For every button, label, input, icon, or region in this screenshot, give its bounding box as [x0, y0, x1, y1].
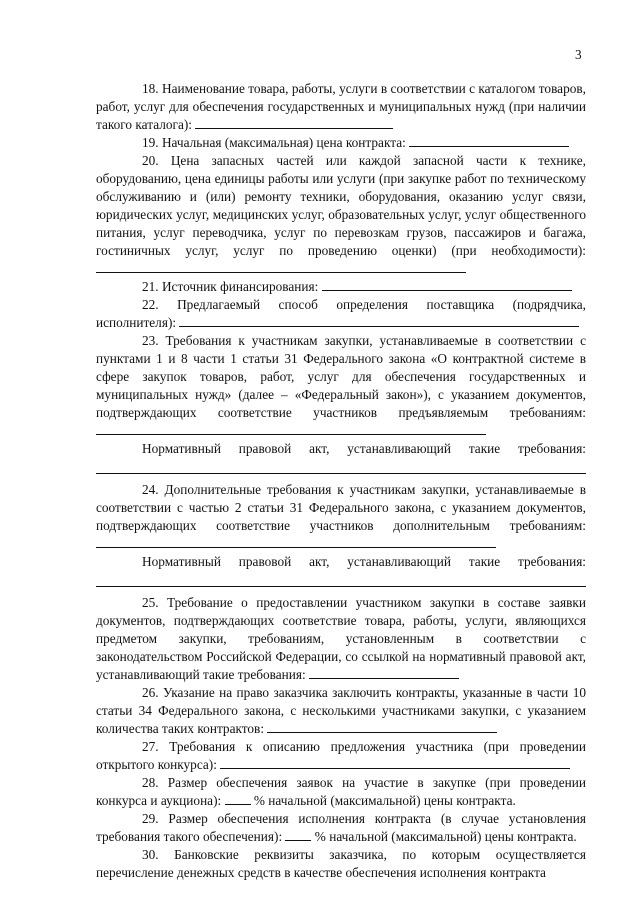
item-18: [96, 80, 586, 134]
item-24-text: 24. Дополнительные требования к участникам закупки, устанавливаемые в соответствии с частью 2 статьи 31 Федерального закона, с указанием документов, подтверждающих соответствие участников дополнительным требованиям:: [96, 482, 586, 533]
item-23-act: Нормативный правовой акт, устанавливающий такие требования:: [142, 441, 586, 456]
document-body: [96, 80, 586, 882]
item-18-text: 18. Наименование товара, работы, услуги в соответствии с каталогом товаров, работ, услуг для обеспечения государственных и муниципальных нужд (при наличии такого каталога):: [96, 81, 586, 132]
item-29-blank[interactable]: [285, 828, 311, 841]
item-23-text: 23. Требования к участникам закупки, устанавливаемые в соответствии с пунктами 1 и 8 части 1 статьи 31 Федерального закона «О контрактной системе в сфере закупок товаров, работ, услуг для обеспечения государственных и муниципальных нужд» (далее – «Федеральный закон»), с указанием документов, подтверждающих соответствие участников предъявляемым требованиям:: [96, 333, 586, 420]
item-22-blank[interactable]: [179, 314, 579, 327]
item-27-text: 27. Требования к описанию предложения участника (при проведении открытого конкурса):: [96, 739, 586, 772]
item-26-text: 26. Указание на право заказчика заключить контракты, указанные в части 10 статьи 34 Федерального закона, с несколькими участниками закупки, с указанием количества таких контрактов:: [96, 685, 586, 736]
item-19-blank[interactable]: [409, 134, 569, 147]
item-18-blank[interactable]: [195, 116, 393, 129]
item-26: [96, 684, 586, 738]
item-19: [96, 134, 586, 152]
item-21: [96, 278, 586, 296]
item-26-blank[interactable]: [267, 720, 497, 733]
item-21-text: 21. Источник финансирования:: [142, 279, 319, 294]
item-22-text: 22. Предлагаемый способ определения поставщика (подрядчика, исполнителя):: [96, 297, 586, 330]
item-27-blank[interactable]: [220, 756, 570, 769]
item-22: [96, 296, 586, 332]
item-28-blank[interactable]: [225, 792, 251, 805]
item-23-blank[interactable]: [96, 422, 486, 435]
item-23-act-blank[interactable]: [96, 458, 586, 474]
item-30-text: 30. Банковские реквизиты заказчика, по которым осуществляется перечисление денежных средств в качестве обеспечения исполнения контракта: [96, 847, 586, 880]
item-24-blank[interactable]: [96, 535, 496, 548]
item-29: [96, 810, 586, 846]
item-30: [96, 846, 586, 882]
item-24-act-blank[interactable]: [96, 571, 586, 587]
item-19-text: 19. Начальная (максимальная) цена контракта:: [142, 135, 406, 150]
item-20-text: 20. Цена запасных частей или каждой запасной части к технике, оборудованию, цена единицы работы или услуги (при закупке работ по техническому обслуживанию и (или) ремонту техники, оборудования, оказанию услуг связи, юридических услуг, медицинских услуг, образовательных услуг, услуг общественного питания, услуг переводчика, услуг по перевозкам грузов, пассажиров и багажа, гостиничных услуг, услуг по проведению оценки) (при необходимости):: [96, 153, 586, 258]
item-24: [96, 481, 586, 553]
item-25-blank[interactable]: [309, 666, 459, 679]
item-28-text-b: % начальной (максимальной) цены контракта.: [253, 793, 516, 808]
item-20: [96, 152, 586, 278]
item-28-text-a: 28. Размер обеспечения заявок на участие в закупке (при проведении конкурса и аукциона):: [96, 775, 586, 808]
item-29-text-a: 29. Размер обеспечения исполнения контракта (в случае установления требования такого обеспечения):: [96, 811, 586, 844]
item-24-act: Нормативный правовой акт, устанавливающий такие требования:: [142, 554, 586, 569]
item-21-blank[interactable]: [322, 278, 572, 291]
item-27: [96, 738, 586, 774]
item-28: [96, 774, 586, 810]
item-29-text-b: % начальной (максимальной) цены контракта.: [314, 829, 577, 844]
page-number: 3: [575, 47, 582, 62]
item-25-text: 25. Требование о предоставлении участником закупки в составе заявки документов, подтверждающих соответствие товара, работы, услуги, являющихся предметом закупки, требованиям, установленным в соответствии с законодательством Российской Федерации, со ссылкой на нормативный правовой акт, устанавливающий такие требования:: [96, 595, 586, 682]
item-20-blank[interactable]: [96, 260, 466, 273]
item-23: [96, 332, 586, 440]
item-25: [96, 594, 586, 684]
